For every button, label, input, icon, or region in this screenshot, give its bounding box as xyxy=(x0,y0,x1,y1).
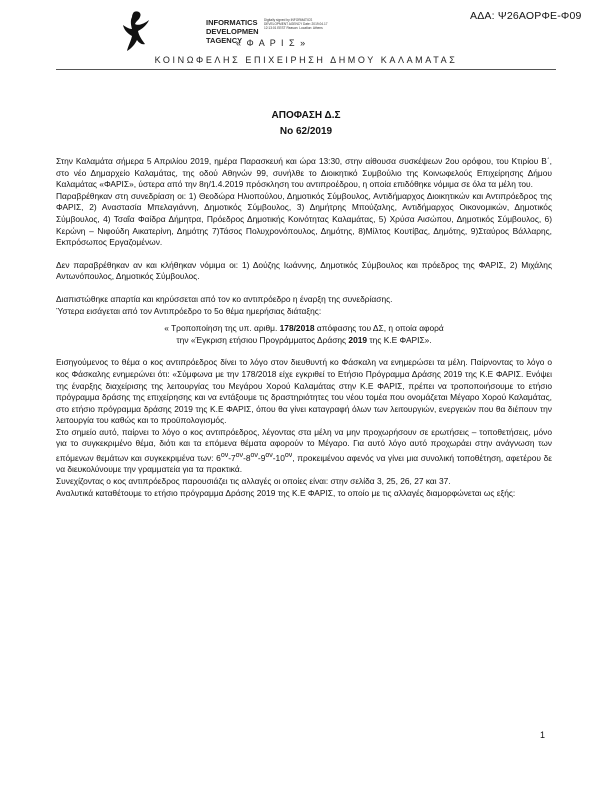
agenda-item-line-1: « Τροποποίηση της υπ. αριθμ. 178/2018 απόφασης του ΔΣ, η οποία αφορά xyxy=(164,323,444,334)
document-title: ΑΠΟΦΑΣΗ Δ.Σ xyxy=(271,110,341,121)
paragraph-meeting: Στην Καλαμάτα σήμερα 5 Απριλίου 2019, ημέρα Παρασκευή και ώρα 13:30, στην αίθουσα συσκέψεων 2ου ορόφου, του Κτιρίου Β΄, στο νέο Δημαρχείο Καλαμάτας, της οδού Αθηνών 99, συνήλθε το Διοικητικό Συμβούλιο της Κοινωφελούς Επιχείρησης Δήμου Καλαμάτας «ΦΑΡΙΣ», ύστερα από την 8η/1.4.2019 πρόσκληση του αντιπροέδρου, η οποία επιδόθηκε νόμιμα σε όλα τα μέλη του. xyxy=(56,156,552,190)
dancer-logo-icon xyxy=(120,8,154,54)
paragraph-introduction: Εισηγούμενος το θέμα ο κος αντιπρόεδρος δίνει το λόγο στον διευθυντή κο Φάσκαλη να ενημερώσει τα μέλη. Παίρνοντας το λόγο ο κος Φάσκαλης ενημερώνει ότι: «Σύμφωνα με την 178/2018 είχε εγκριθεί το Ετήσιο Πρόγραμμα Δράσης 2019 της Κ.Ε ΦΑΡΙΣ. Ενόψει της έναρξης διαχείρισης της λειτουργίας του Μεγάρου Χορού Καλαμάτας στην Κ.Ε ΦΑΡΙΣ, πρέπει να τροποποιήσουμε το ετήσιο πρόγραμμα δράσης της επιχείρησης και να εντάξουμε τις δραστηριότητες του νέου τομέα που ονομάζεται Μέγαρο Χορού Καλαμάτας, στο ετήσιο πρόγραμμα δράσης 2019 της Κ.Ε ΦΑΡΙΣ, όπου θα γίνει καταγραφή όλων των λειτουργιών, ενεργειών που θα διέπουν την λειτουργία του καθώς και το προϋπολογισμός. xyxy=(56,357,552,426)
paragraph-quorum: Διαπιστώθηκε απαρτία και κηρύσσεται από τον κο αντιπρόεδρο η έναρξη της συνεδρίασης. xyxy=(56,293,393,304)
paragraph-absent: Δεν παραβρέθηκαν αν και κλήθηκαν νόμιμα οι: 1) Δούζης Ιωάννης, Δημοτικός Σύμβουλος και πρόεδρος της ΦΑΡΙΣ, 2) Μιχάλης Αντωνόπουλος, Δημοτικός Σύμβουλος. xyxy=(56,259,552,282)
document-body xyxy=(56,156,552,499)
logo-line-2: DEVELOPMEN xyxy=(206,27,259,36)
ada-code: ΑΔΑ: Ψ26ΑΟΡΦΕ-Φ09 xyxy=(470,10,582,22)
organization-name: ΚΟΙΝΩΦΕΛΗΣ ΕΠΙΧΕΙΡΗΣΗ ΔΗΜΟΥ ΚΑΛΑΜΑΤΑΣ xyxy=(154,55,458,65)
logo-line-1: INFORMATICS xyxy=(206,18,258,27)
paragraph-present: Παραβρέθηκαν στη συνεδρίαση οι: 1) Θεοδώρα Ηλιοπούλου, Δημοτικός Σύμβουλος, Αντιδήμαρχος Διοικητικών και Αντιπρόεδρος της ΦΑΡΙΣ, 2) Αναστασία Μπελαγιάννη, Δημοτικός Σύμβουλος, 3) Δημήτρης Μπούζαλης, Αντιδήμαρχος Οικονομικών, Δημοτικός Σύμβουλος, 4) Τσαΐα Φαίδρα Δήμητρα, Πρόεδρος Δημοτικής Κοινότητας Καλαμάτας, 5) Χρύσα Αισώπου, Δημοτικός Σύμβουλος, 6) Κερώνη – Νιφούδη Αικατερίνη, Δημότης 7)Τάσος Πολυχρονόπουλος, Δημότης, 8)Μίλτος Κουτίβας, Δημότης, 9)Σταύρος Βάλλαρης, Εκπρόσωπος Εργαζομένων. xyxy=(56,190,552,248)
brand-name: « Φ Α Ρ Ι Σ » xyxy=(236,38,307,48)
paragraph-program: Αναλυτικά καταθέτουμε το ετήσιο πρόγραμμα Δράσης 2019 της Κ.Ε ΦΑΡΙΣ, το οποίο με τις αλλαγές διαμορφώνεται ως εξής: xyxy=(56,487,516,498)
paragraph-vice-president: Στο σημείο αυτό, παίρνει το λόγο ο κος αντιπρόεδρος, λέγοντας στα μέλη να μην προχωρήσουν σε ερωτήσεις – τοποθετήσεις, μόνο για το συγκεκριμένο θέμα, διότι και τα επόμενα θέματα αφορούν το Μέγαρο. Για αυτό λόγο αυτό προχωράει στην ανάγνωση των επόμενων θεμάτων και συγκεκριμένα των: $6^{o\nu}-7^{o\nu}-8^{o\nu}-9^{o\nu}-10^{o\nu}$, προκειμένου αφενός να γίνει μια συνολική τοποθέτηση, αφετέρου δε να διευκολύνουμε την γραμματεία για τα πρακτικά. xyxy=(56,426,553,475)
paragraph-agenda-intro: Ύστερα εισάγεται από τον Αντιπρόεδρο το 5ο θέμα ημερήσιας διάταξης: xyxy=(56,305,322,316)
header-divider xyxy=(56,69,556,70)
decision-number: Νο 62/2019 xyxy=(279,126,333,137)
logo-line-3: TAGENCY xyxy=(206,36,243,45)
agenda-item-line-2: την «Έγκριση ετήσιου Προγράμματος Δράσης 2019 της Κ.Ε ΦΑΡΙΣ». xyxy=(176,334,432,345)
paragraph-changes: Συνεχίζοντας ο κος αντιπρόεδρος παρουσιάζει τις αλλαγές οι οποίες είναι: στην σελίδα 3, 25, 26, 27 και 37. xyxy=(56,476,451,487)
digital-signature-text: Digitally signed by INFORMATICS DEVELOPMENT AGENCY Date: 2019.04.17 12:13:01 EEST Reason: Location: Athens xyxy=(264,18,328,30)
page-number: 1 xyxy=(540,730,546,740)
